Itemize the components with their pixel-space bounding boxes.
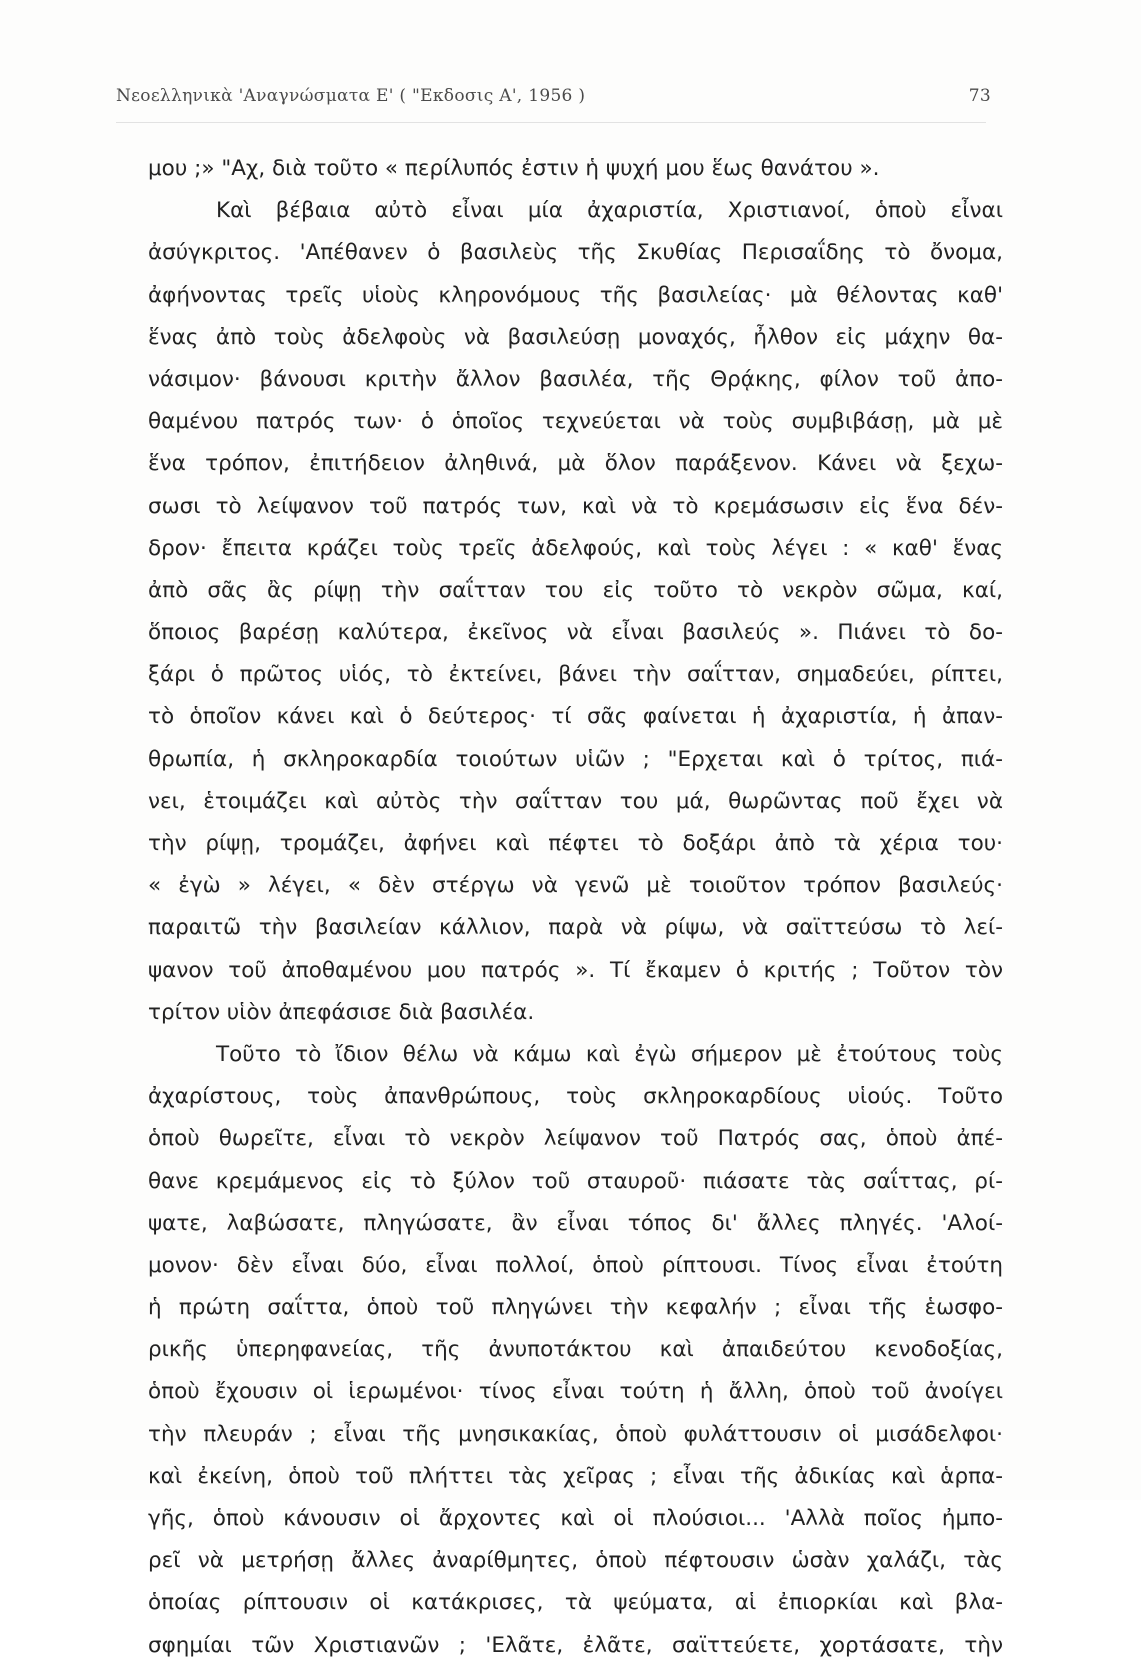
text-line: ὁποίας ρίπτουσιν οἱ κατάκρισες, τὰ ψεύματα, αἱ ἐπιορκίαι καὶ βλα- bbox=[148, 1590, 1003, 1616]
page-number: 73 bbox=[968, 86, 991, 106]
running-title: Νεοελληνικὰ 'Αναγνώσματα Ε' ( "Εκδοσις Α', 1956 ) bbox=[116, 86, 586, 106]
text-line: ἀφήνοντας τρεῖς υἱοὺς κληρονόμους τῆς βασιλείας· μὰ θέλοντας καθ' bbox=[148, 282, 1003, 308]
text-line: ἀχαρίστους, τοὺς ἀπανθρώπους, τοὺς σκληροκαρδίους υἱούς. Τοῦτο bbox=[148, 1084, 1003, 1110]
text-line: τὴν πλευράν ; εἶναι τῆς μνησικακίας, ὁποὺ φυλάττουσιν οἱ μισάδελφοι· bbox=[148, 1421, 1003, 1447]
text-line: σφημίαι τῶν Χριστιανῶν ; 'Ελᾶτε, ἐλᾶτε, σαϊττεύετε, χορτάσατε, τὴν bbox=[148, 1632, 1003, 1658]
running-header bbox=[116, 86, 991, 116]
text-line: σωσι τὸ λείψανον τοῦ πατρός των, καὶ νὰ τὸ κρεμάσωσιν εἰς ἕνα δέν- bbox=[148, 493, 1003, 519]
text-line: ρεῖ νὰ μετρήσῃ ἄλλες ἀναρίθμητες, ὁποὺ πέφτουσιν ὡσὰν χαλάζι, τὰς bbox=[148, 1548, 1003, 1574]
text-line: θαμένου πατρός των· ὁ ὁποῖος τεχνεύεται νὰ τοὺς συμβιβάσῃ, μὰ μὲ bbox=[148, 409, 1003, 435]
text-line: παραιτῶ τὴν βασιλείαν κάλλιον, παρὰ νὰ ρίψω, νὰ σαϊττεύσω τὸ λεί- bbox=[148, 915, 1003, 941]
text-line: ἡ πρώτη σαΐττα, ὁποὺ τοῦ πληγώνει τὴν κεφαλήν ; εἶναι τῆς ἑωσφο- bbox=[148, 1295, 1003, 1321]
text-line: ἀπὸ σᾶς ἂς ρίψῃ τὴν σαΐτταν του εἰς τοῦτο τὸ νεκρὸν σῶμα, καί, bbox=[148, 577, 1003, 603]
text-line: δρον· ἔπειτα κράζει τοὺς τρεῖς ἀδελφούς, καὶ τοὺς λέγει : « καθ' ἕνας bbox=[148, 535, 1003, 561]
text-line: ὁποὺ ἔχουσιν οἱ ἱερωμένοι· τίνος εἶναι τούτη ἡ ἄλλη, ὁποὺ τοῦ ἀνοίγει bbox=[148, 1379, 1003, 1405]
header-rule bbox=[116, 122, 986, 123]
text-line: ὅποιος βαρέσῃ καλύτερα, ἐκεῖνος νὰ εἶναι βασιλεύς ». Πιάνει τὸ δο- bbox=[148, 620, 1003, 646]
text-line: τρίτον υἱὸν ἀπεφάσισε διὰ βασιλέα. bbox=[148, 999, 535, 1025]
text-line: θανε κρεμάμενος εἰς τὸ ξύλον τοῦ σταυροῦ· πιάσατε τὰς σαΐττας, ρί- bbox=[148, 1168, 1003, 1194]
text-line: τὴν ρίψῃ, τρομάζει, ἀφήνει καὶ πέφτει τὸ δοξάρι ἀπὸ τὰ χέρια του· bbox=[148, 831, 1003, 856]
body-text bbox=[148, 148, 1003, 1667]
text-line: ἕνας ἀπὸ τοὺς ἀδελφοὺς νὰ βασιλεύσῃ μοναχός, ἦλθον εἰς μάχην θα- bbox=[148, 324, 1003, 350]
text-line: « ἐγὼ » λέγει, « δὲν στέργω νὰ γενῶ μὲ τοιοῦτον τρόπον βασιλεύς· bbox=[148, 873, 1003, 899]
text-line: γῆς, ὁποὺ κάνουσιν οἱ ἄρχοντες καὶ οἱ πλούσιοι... 'Αλλὰ ποῖος ἠμπο- bbox=[148, 1506, 1003, 1531]
text-line: ἀσύγκριτος. 'Απέθανεν ὁ βασιλεὺς τῆς Σκυθίας Περισαΐδης τὸ ὄνομα, bbox=[148, 240, 1003, 266]
text-line: ρικῆς ὑπερηφανείας, τῆς ἀνυποτάκτου καὶ ἀπαιδεύτου κενοδοξίας, bbox=[148, 1337, 1003, 1363]
text-line: ξάρι ὁ πρῶτος υἱός, τὸ ἐκτείνει, βάνει τὴν σαΐτταν, σημαδεύει, ρίπτει, bbox=[148, 662, 1003, 688]
text-line: νάσιμον· βάνουσι κριτὴν ἄλλον βασιλέα, τῆς Θρᾴκης, φίλον τοῦ ἀπο- bbox=[148, 366, 1003, 392]
text-line: Τοῦτο τὸ ἴδιον θέλω νὰ κάμω καὶ ἐγὼ σήμερον μὲ ἐτούτους τοὺς bbox=[216, 1041, 1003, 1067]
text-line: καὶ ἐκείνη, ὁποὺ τοῦ πλήττει τὰς χεῖρας ; εἶναι τῆς ἀδικίας καὶ ἁρπα- bbox=[148, 1463, 1003, 1489]
text-line: ἕνα τρόπον, ἐπιτήδειον ἀληθινά, μὰ ὅλον παράξενον. Κάνει νὰ ξεχω- bbox=[148, 451, 1003, 477]
text-line: μου ;» "Αχ, διὰ τοῦτο « περίλυπός ἐστιν ἡ ψυχή μου ἕως θανάτου ». bbox=[148, 156, 880, 181]
text-line: τὸ ὁποῖον κάνει καὶ ὁ δεύτερος· τί σᾶς φαίνεται ἡ ἀχαριστία, ἡ ἀπαν- bbox=[148, 704, 1003, 730]
text-line: θρωπία, ἡ σκληροκαρδία τοιούτων υἱῶν ; "Ερχεται καὶ ὁ τρίτος, πιά- bbox=[148, 746, 1003, 772]
text-line: ὁποὺ θωρεῖτε, εἶναι τὸ νεκρὸν λείψανον τοῦ Πατρός σας, ὁποὺ ἀπέ- bbox=[148, 1126, 1003, 1152]
text-line: ψατε, λαβώσατε, πληγώσατε, ἂν εἶναι τόπος δι' ἄλλες πληγές. 'Αλοί- bbox=[148, 1210, 1003, 1236]
text-line: νει, ἑτοιμάζει καὶ αὐτὸς τὴν σαΐτταν του μά, θωρῶντας ποῦ ἔχει νὰ bbox=[148, 788, 1003, 814]
text-line: Καὶ βέβαια αὐτὸ εἶναι μία ἀχαριστία, Χριστιανοί, ὁποὺ εἶναι bbox=[216, 198, 1003, 224]
text-line: μονον· δὲν εἶναι δύο, εἶναι πολλοί, ὁποὺ ρίπτουσι. Τίνος εἶναι ἐτούτη bbox=[148, 1252, 1003, 1278]
text-line: ψανον τοῦ ἀποθαμένου μου πατρός ». Τί ἔκαμεν ὁ κριτής ; Τοῦτον τὸν bbox=[148, 957, 1003, 983]
